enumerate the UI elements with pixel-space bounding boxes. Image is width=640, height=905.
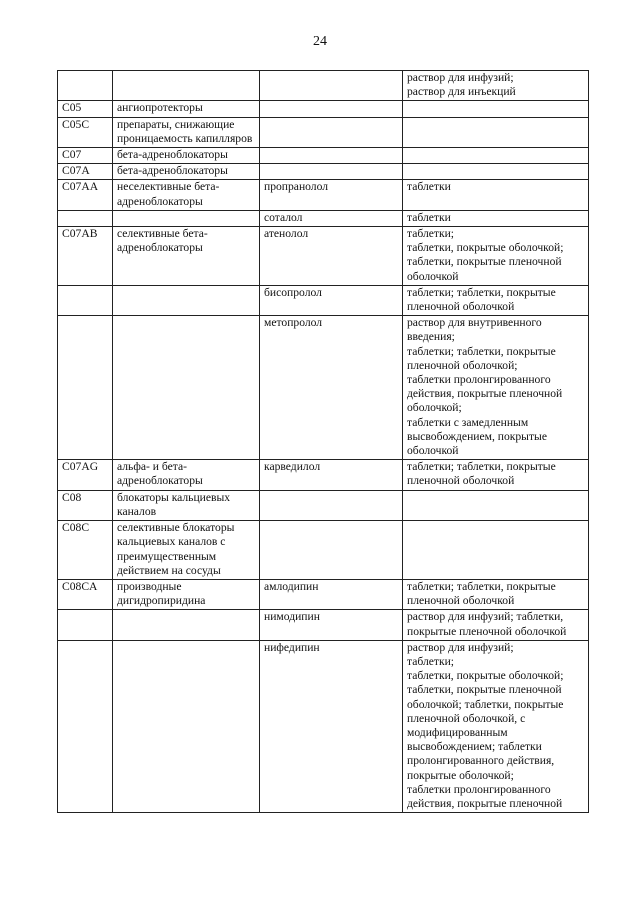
dosage-form-line: таблетки с замедленным высвобождением, покрытые оболочкой <box>407 415 547 458</box>
table-row <box>58 148 589 164</box>
pharmacological-group-cell: неселективные бета-адреноблокаторы <box>113 180 260 210</box>
dosage-forms-cell <box>403 640 589 812</box>
pharmacological-group-cell: препараты, снижающие проницаемость капилляров <box>113 117 260 147</box>
dosage-form-line: раствор для инфузий; <box>407 640 514 654</box>
dosage-forms-cell <box>403 117 589 147</box>
atc-code-cell <box>58 316 113 460</box>
atc-code-cell: C05C <box>58 117 113 147</box>
atc-code-cell: C07AB <box>58 227 113 286</box>
dosage-forms-cell <box>403 227 589 286</box>
dosage-form-line: таблетки; таблетки, покрытые пленочной оболочкой; <box>407 344 556 372</box>
dosage-form-line: таблетки, покрытые пленочной оболочкой; таблетки, покрытые пленочной оболочкой, с модифицированным высвобождением; таблетки пролонгированного действия, покрытые оболочкой; <box>407 683 564 782</box>
dosage-forms-cell <box>403 148 589 164</box>
drug-name-cell: соталол <box>260 210 403 226</box>
dosage-forms-cell <box>403 460 589 490</box>
dosage-forms-cell <box>403 101 589 117</box>
pharmacological-group-cell <box>113 610 260 640</box>
drug-name-cell <box>260 117 403 147</box>
table-row <box>58 164 589 180</box>
dosage-form-line: раствор для инфузий; <box>407 71 514 84</box>
pharmacological-group-cell: бета-адреноблокаторы <box>113 148 260 164</box>
drug-name-cell: нифедипин <box>260 640 403 812</box>
dosage-form-line: таблетки; таблетки, покрытые пленочной оболочкой <box>407 460 556 488</box>
atc-code-cell <box>58 285 113 315</box>
dosage-forms-cell <box>403 164 589 180</box>
atc-code-cell: C07 <box>58 148 113 164</box>
pharmacological-group-cell: ангиопротекторы <box>113 101 260 117</box>
table-row <box>58 640 589 812</box>
dosage-forms-cell <box>403 521 589 580</box>
dosage-form-line: таблетки пролонгированного действия, покрытые пленочной оболочкой; <box>407 373 563 415</box>
pharmacological-group-cell: бета-адреноблокаторы <box>113 164 260 180</box>
dosage-forms-cell <box>403 71 589 101</box>
dosage-forms-cell <box>403 285 589 315</box>
table-row <box>58 521 589 580</box>
table-row <box>58 210 589 226</box>
drug-name-cell <box>260 490 403 520</box>
drug-name-cell: метопролол <box>260 316 403 460</box>
drug-name-cell: бисопролол <box>260 285 403 315</box>
atc-code-cell <box>58 640 113 812</box>
pharmacological-group-cell: производные дигидропиридина <box>113 579 260 609</box>
table-row <box>58 71 589 101</box>
dosage-form-line: таблетки; <box>407 654 455 668</box>
dosage-form-line: таблетки пролонгированного действия, покрытые пленочной <box>407 782 563 810</box>
drug-name-cell: карведилол <box>260 460 403 490</box>
table-row <box>58 490 589 520</box>
dosage-forms-cell <box>403 180 589 210</box>
atc-code-cell <box>58 71 113 101</box>
atc-code-cell <box>58 210 113 226</box>
table-row <box>58 180 589 210</box>
dosage-form-line: таблетки; таблетки, покрытые пленочной оболочкой <box>407 285 556 314</box>
atc-code-cell: C07AG <box>58 460 113 490</box>
drug-table <box>57 70 589 813</box>
table-row <box>58 579 589 609</box>
drug-name-cell <box>260 164 403 180</box>
dosage-form-line: таблетки <box>407 180 451 194</box>
pharmacological-group-cell <box>113 316 260 460</box>
pharmacological-group-cell <box>113 285 260 315</box>
dosage-form-line: раствор для внутривенного введения; <box>407 316 542 344</box>
atc-code-cell: C07AA <box>58 180 113 210</box>
dosage-form-line: таблетки <box>407 210 451 224</box>
atc-code-cell: C08CA <box>58 579 113 609</box>
table-body <box>58 71 589 813</box>
atc-code-cell: C08C <box>58 521 113 580</box>
table-row <box>58 117 589 147</box>
atc-code-cell <box>58 610 113 640</box>
table-row <box>58 460 589 490</box>
pharmacological-group-cell: блокаторы кальциевых каналов <box>113 490 260 520</box>
drug-name-cell: атенолол <box>260 227 403 286</box>
dosage-forms-cell <box>403 490 589 520</box>
table-row <box>58 227 589 286</box>
pharmacological-group-cell <box>113 71 260 101</box>
dosage-form-line: раствор для инфузий; таблетки, покрытые пленочной оболочкой <box>407 610 567 638</box>
table-row <box>58 316 589 460</box>
dosage-form-line: таблетки, покрытые оболочкой; <box>407 669 564 683</box>
drug-name-cell <box>260 521 403 580</box>
drug-name-cell: нимодипин <box>260 610 403 640</box>
drug-name-cell <box>260 101 403 117</box>
page-number: 24 <box>313 34 327 49</box>
dosage-forms-cell <box>403 579 589 609</box>
pharmacological-group-cell <box>113 210 260 226</box>
dosage-form-line: раствор для инъекций <box>407 85 516 99</box>
pharmacological-group-cell: селективные бета-адреноблокаторы <box>113 227 260 286</box>
dosage-forms-cell <box>403 316 589 460</box>
dosage-forms-cell <box>403 210 589 226</box>
dosage-form-line: таблетки, покрытые пленочной оболочкой <box>407 255 562 283</box>
drug-name-cell <box>260 71 403 101</box>
dosage-forms-cell <box>403 610 589 640</box>
table-row <box>58 285 589 315</box>
atc-code-cell: C08 <box>58 490 113 520</box>
dosage-form-line: таблетки, покрытые оболочкой; <box>407 241 564 255</box>
table-row <box>58 101 589 117</box>
dosage-form-line: таблетки; таблетки, покрытые пленочной оболочкой <box>407 579 556 608</box>
pharmacological-group-cell <box>113 640 260 812</box>
pharmacological-group-cell: селективные блокаторы кальциевых каналов с преимущественным действием на сосуды <box>113 521 260 580</box>
atc-code-cell: C05 <box>58 101 113 117</box>
drug-name-cell: пропранолол <box>260 180 403 210</box>
dosage-form-line: таблетки; <box>407 227 455 241</box>
table-row <box>58 610 589 640</box>
atc-code-cell: C07A <box>58 164 113 180</box>
drug-name-cell <box>260 148 403 164</box>
pharmacological-group-cell: альфа- и бета-адреноблокаторы <box>113 460 260 490</box>
drug-name-cell: амлодипин <box>260 579 403 609</box>
